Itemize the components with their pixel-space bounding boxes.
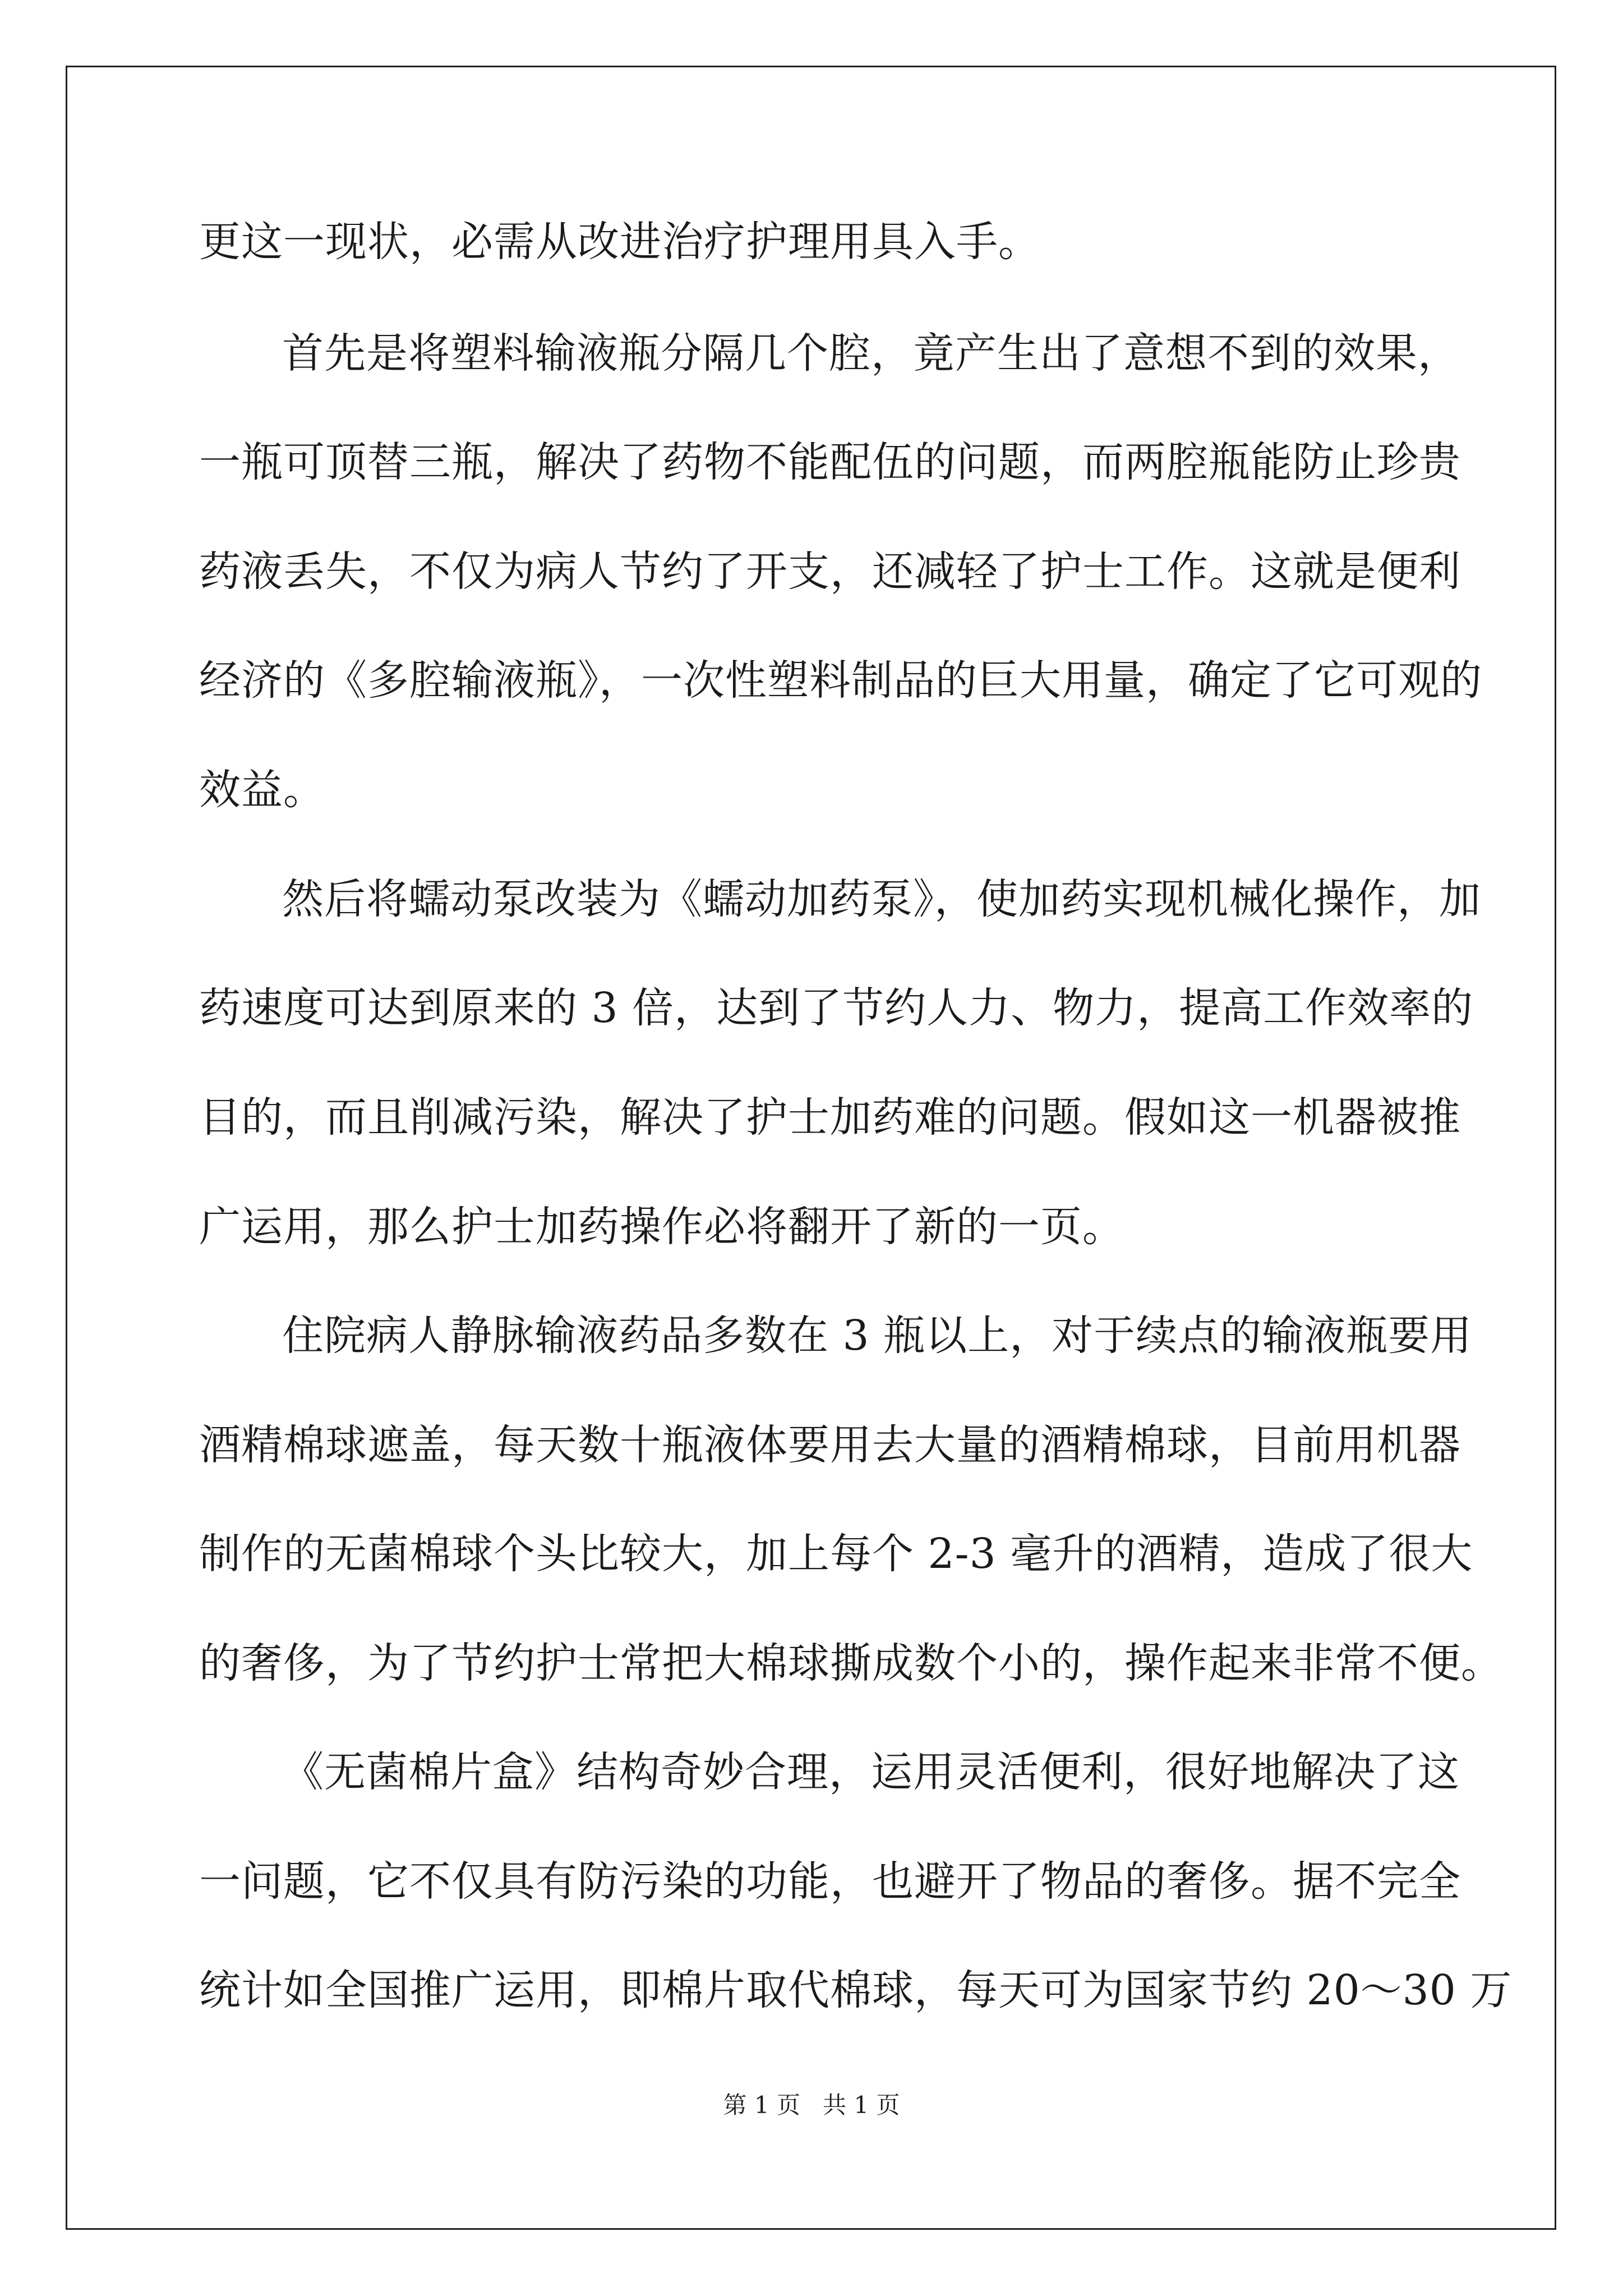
body-line: 药液丢失，不仅为病人节约了开支，还减轻了护士工作。这就是便利 — [199, 547, 1461, 596]
body-line: 酒精棉球遮盖，每天数十瓶液体要用去大量的酒精棉球，目前用机器 — [199, 1421, 1461, 1469]
body-line: 药速度可达到原来的 3 倍，达到了节约人力、物力，提高工作效率的 — [199, 984, 1474, 1032]
body-line: 统计如全国推广运用，即棉片取代棉球，每天可为国家节约 20～30 万 — [199, 1966, 1513, 2014]
body-line: 广运用，那么护士加药操作必将翻开了新的一页。 — [199, 1203, 1124, 1251]
body-line: 首先是将塑料输液瓶分隔几个腔，竟产生出了意想不到的效果， — [282, 329, 1460, 378]
body-line: 更这一现状，必需从改进治疗护理用具入手。 — [199, 218, 1040, 266]
body-line: 目的，而且削减污染，解决了护士加药难的问题。假如这一机器被推 — [199, 1093, 1461, 1142]
body-line: 制作的无菌棉球个头比较大，加上每个 2-3 毫升的酒精，造成了很大 — [199, 1530, 1473, 1578]
body-line: 《无菌棉片盒》结构奇妙合理，运用灵活便利，很好地解决了这 — [282, 1748, 1460, 1796]
body-line: 一瓶可顶替三瓶，解决了药物不能配伍的问题，而两腔瓶能防止珍贵 — [199, 438, 1461, 486]
body-line: 效益。 — [199, 766, 325, 814]
page-footer: 第 1 页 共 1 页 — [723, 2091, 900, 2119]
body-line: 经济的《多腔输液瓶》，一次性塑料制品的巨大用量，确定了它可观的 — [199, 656, 1482, 705]
body-line: 一问题，它不仅具有防污染的功能，也避开了物品的奢侈。据不完全 — [199, 1857, 1461, 1906]
body-line: 的奢侈，为了节约护士常把大棉球撕成数个小的，操作起来非常不便。 — [199, 1639, 1503, 1687]
body-line: 然后将蠕动泵改装为《蠕动加药泵》，使加药实现机械化操作，加 — [282, 875, 1481, 923]
body-line: 住院病人静脉输液药品多数在 3 瓶以上，对于续点的输液瓶要用 — [282, 1312, 1473, 1360]
